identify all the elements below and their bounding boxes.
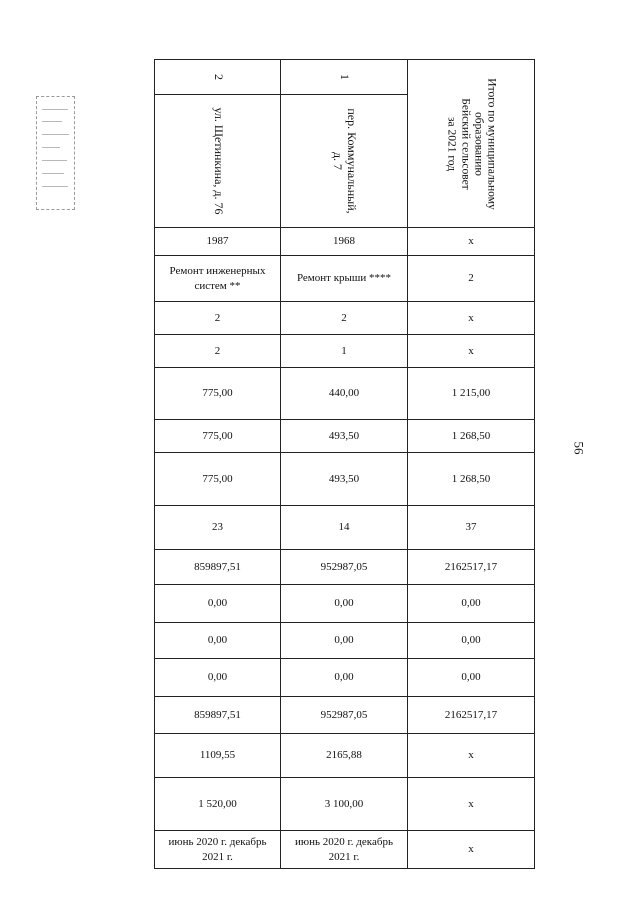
table-row bbox=[155, 256, 535, 302]
table-cell: 0,00 bbox=[155, 623, 281, 659]
stamp-mark bbox=[36, 96, 75, 210]
table-cell: 23 bbox=[155, 506, 281, 550]
table-cell: 2 bbox=[155, 302, 281, 335]
table-cell: 2162517,17 bbox=[408, 550, 535, 585]
column-number-cell bbox=[155, 60, 281, 95]
table-cell: 0,00 bbox=[155, 585, 281, 623]
table-cell: 0,00 bbox=[408, 659, 535, 697]
column-number: 2 bbox=[211, 74, 226, 80]
table-cell: x bbox=[408, 302, 535, 335]
table-cell: 440,00 bbox=[281, 368, 408, 420]
table-cell: 3 100,00 bbox=[281, 778, 408, 831]
table-cell: 2165,88 bbox=[281, 734, 408, 778]
table-cell: Ремонт крыши **** bbox=[281, 256, 408, 302]
table-row bbox=[155, 420, 535, 453]
table-cell: 775,00 bbox=[155, 420, 281, 453]
table-cell: x bbox=[408, 734, 535, 778]
total-header-text bbox=[445, 78, 498, 209]
table-row bbox=[155, 585, 535, 623]
table-row bbox=[155, 368, 535, 420]
table-cell: Ремонт инженерных систем ** bbox=[155, 256, 281, 302]
table-cell: 1109,55 bbox=[155, 734, 281, 778]
total-header-cell bbox=[408, 60, 535, 228]
table-cell: x bbox=[408, 831, 535, 869]
table-cell: 1 520,00 bbox=[155, 778, 281, 831]
table-cell: 859897,51 bbox=[155, 550, 281, 585]
total-header-line: Итого по муниципальному bbox=[485, 77, 498, 210]
table-row bbox=[155, 228, 535, 256]
table-cell: 1968 bbox=[281, 228, 408, 256]
repair-table bbox=[154, 59, 535, 869]
table-row bbox=[155, 550, 535, 585]
table-cell: 2 bbox=[155, 335, 281, 368]
table-row bbox=[155, 734, 535, 778]
table-row bbox=[155, 302, 535, 335]
total-header-line: Бейский сельсовет bbox=[459, 97, 471, 190]
table-row bbox=[155, 623, 535, 659]
table-row bbox=[155, 697, 535, 734]
table-row bbox=[155, 453, 535, 506]
total-header-line: образованию bbox=[472, 111, 485, 176]
table-cell: 0,00 bbox=[408, 585, 535, 623]
address-line: ул. Щетинкина, д. 76 bbox=[211, 107, 226, 215]
table-row bbox=[155, 506, 535, 550]
table-row bbox=[155, 659, 535, 697]
table-cell: 14 bbox=[281, 506, 408, 550]
total-header-line: за 2021 год bbox=[445, 116, 458, 171]
table-cell: 859897,51 bbox=[155, 697, 281, 734]
table-cell: июнь 2020 г. декабрь 2021 г. bbox=[155, 831, 281, 869]
address-line: д. 7 bbox=[331, 151, 345, 171]
table-cell: 1 215,00 bbox=[408, 368, 535, 420]
table-cell: 493,50 bbox=[281, 453, 408, 506]
table-cell: 775,00 bbox=[155, 453, 281, 506]
column-number-row bbox=[155, 60, 535, 95]
table-cell: 37 bbox=[408, 506, 535, 550]
column-number-cell bbox=[281, 60, 408, 95]
table-cell: 775,00 bbox=[155, 368, 281, 420]
column-number: 1 bbox=[337, 74, 352, 80]
table-cell: 2 bbox=[281, 302, 408, 335]
table-cell: 952987,05 bbox=[281, 697, 408, 734]
page-number: 56 bbox=[571, 441, 587, 455]
address-header-text bbox=[330, 108, 358, 213]
table-cell: 2 bbox=[408, 256, 535, 302]
address-line: пер. Коммунальный, bbox=[344, 108, 359, 214]
table-cell: 0,00 bbox=[281, 585, 408, 623]
table-cell: 952987,05 bbox=[281, 550, 408, 585]
table-cell: x bbox=[408, 778, 535, 831]
table-row bbox=[155, 335, 535, 368]
table-cell: 1987 bbox=[155, 228, 281, 256]
table-cell: x bbox=[408, 335, 535, 368]
table-row bbox=[155, 778, 535, 831]
address-header-cell bbox=[281, 95, 408, 228]
table-cell: июнь 2020 г. декабрь 2021 г. bbox=[281, 831, 408, 869]
table-cell: 0,00 bbox=[155, 659, 281, 697]
table-cell: 1 bbox=[281, 335, 408, 368]
address-header-text bbox=[211, 107, 225, 214]
table-cell: 493,50 bbox=[281, 420, 408, 453]
table-cell: 0,00 bbox=[281, 659, 408, 697]
table-cell: 0,00 bbox=[281, 623, 408, 659]
table-cell: 1 268,50 bbox=[408, 420, 535, 453]
table-row bbox=[155, 831, 535, 869]
address-header-cell bbox=[155, 95, 281, 228]
table-cell: 1 268,50 bbox=[408, 453, 535, 506]
table-cell: x bbox=[408, 228, 535, 256]
table-cell: 0,00 bbox=[408, 623, 535, 659]
table-cell: 2162517,17 bbox=[408, 697, 535, 734]
